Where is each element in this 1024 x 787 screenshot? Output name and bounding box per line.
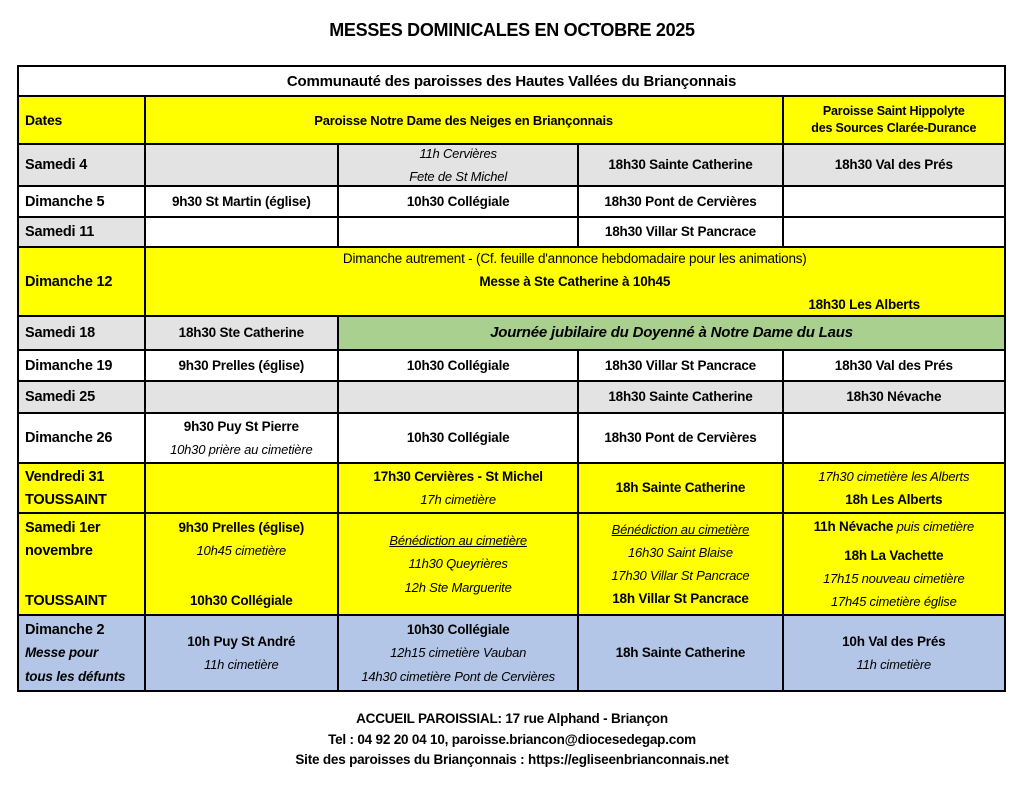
text-segment: 18h30 Val des Prés bbox=[834, 157, 953, 173]
schedule-cell bbox=[146, 616, 339, 690]
text-line bbox=[818, 465, 969, 488]
text-segment: 18h30 Villar St Pancrace bbox=[604, 357, 756, 373]
text-line bbox=[612, 518, 750, 541]
text-segment: Bénédiction au cimetière bbox=[389, 533, 527, 549]
text-segment: TOUSSAINT bbox=[25, 492, 107, 508]
text-segment: 10h45 cimetière bbox=[196, 543, 287, 559]
table-row-dimanche-5 bbox=[19, 187, 1004, 218]
date-cell bbox=[19, 187, 146, 216]
schedule-cell bbox=[784, 514, 1004, 614]
text-segment: 18h30 Les Alberts bbox=[808, 297, 920, 313]
schedule-cell bbox=[784, 351, 1004, 380]
text-line bbox=[407, 190, 510, 213]
text-segment: 14h30 cimetière Pont de Cervières bbox=[361, 668, 555, 684]
date-cell bbox=[19, 248, 146, 315]
text-line bbox=[814, 515, 974, 538]
text-segment: 10h30 Collégiale bbox=[406, 430, 510, 446]
date-cell bbox=[19, 351, 146, 380]
text-line bbox=[389, 529, 527, 552]
text-segment: 17h30 Villar St Pancrace bbox=[611, 568, 750, 583]
table-row-samedi-11 bbox=[19, 218, 1004, 248]
table-row-samedi-18 bbox=[19, 317, 1004, 351]
text-line bbox=[150, 293, 1000, 315]
text-line bbox=[823, 567, 964, 590]
text-segment: Dimanche 12 bbox=[25, 273, 113, 290]
text-line bbox=[604, 190, 756, 213]
schedule-cell bbox=[339, 414, 579, 462]
text-segment: 17h15 nouveau cimetière bbox=[823, 571, 965, 586]
text-line bbox=[628, 541, 733, 564]
text-segment: 10h Val des Prés bbox=[842, 633, 946, 649]
text-segment: 18h Les Alberts bbox=[845, 492, 943, 507]
schedule-cell bbox=[146, 317, 339, 349]
table-row-dimanche-12 bbox=[19, 248, 1004, 317]
schedule-cell bbox=[146, 414, 339, 462]
text-segment: tous les défunts bbox=[25, 668, 126, 684]
text-line bbox=[25, 589, 107, 612]
date-cell bbox=[19, 414, 146, 462]
text-segment: Samedi 1er bbox=[25, 520, 101, 536]
text-segment: 11h Névache bbox=[813, 518, 894, 534]
text-line bbox=[25, 190, 104, 213]
text-line bbox=[611, 564, 749, 587]
text-segment: Fete de St Michel bbox=[409, 169, 508, 184]
text-line bbox=[409, 552, 508, 575]
text-line bbox=[197, 539, 287, 562]
text-line bbox=[25, 516, 100, 539]
text-segment: 11h cimetière bbox=[856, 657, 932, 672]
parish-saint-hippolyte-line2: des Sources Clarée-Durance bbox=[811, 121, 977, 135]
schedule-cell bbox=[784, 382, 1004, 412]
text-line bbox=[616, 476, 746, 499]
text-segment: 18h La Vachette bbox=[844, 547, 944, 563]
text-line bbox=[343, 248, 807, 270]
schedule-cell bbox=[339, 317, 1004, 349]
text-line bbox=[835, 354, 953, 377]
text-line bbox=[25, 465, 104, 488]
schedule-rows bbox=[19, 145, 1004, 690]
text-segment: 10h30 Collégiale bbox=[406, 193, 510, 209]
text-segment: 18h Sainte Catherine bbox=[615, 645, 746, 661]
text-line bbox=[842, 630, 945, 653]
text-line bbox=[490, 321, 853, 344]
table-row-samedi-4 bbox=[19, 145, 1004, 187]
text-line bbox=[831, 590, 957, 613]
schedule-cell bbox=[784, 464, 1004, 512]
text-line bbox=[407, 426, 510, 449]
schedule-cell bbox=[339, 616, 579, 690]
date-cell bbox=[19, 382, 146, 412]
text-segment: Dimanche 19 bbox=[25, 357, 113, 374]
table-row-dimanche-26 bbox=[19, 414, 1004, 464]
date-cell bbox=[19, 145, 146, 185]
text-segment: 9h30 St Martin (église) bbox=[171, 193, 311, 209]
text-segment: 17h30 cimetière les Alberts bbox=[818, 468, 970, 484]
text-segment: 17h30 Cervières - St Michel bbox=[373, 468, 543, 484]
text-line bbox=[25, 665, 125, 688]
schedule-cell bbox=[579, 616, 783, 690]
text-segment: 18h30 Pont de Cervières bbox=[604, 193, 757, 209]
column-header-row bbox=[19, 97, 1004, 145]
text-segment: 10h30 prière au cimetière bbox=[170, 442, 313, 457]
text-line bbox=[25, 220, 94, 243]
schedule-cell bbox=[339, 382, 579, 412]
text-segment: Vendredi 31 bbox=[25, 468, 105, 485]
text-line bbox=[25, 270, 112, 293]
text-segment: 18h30 Sainte Catherine bbox=[608, 157, 753, 173]
parish-saint-hippolyte-header bbox=[784, 97, 1004, 143]
text-segment: Dimanche 5 bbox=[25, 193, 105, 210]
text-line bbox=[172, 190, 311, 213]
schedule-cell bbox=[339, 145, 579, 185]
text-segment: Samedi 11 bbox=[25, 224, 95, 241]
text-line bbox=[612, 587, 748, 610]
text-line bbox=[605, 354, 756, 377]
text-line bbox=[25, 539, 93, 562]
text-line bbox=[25, 618, 104, 641]
text-line bbox=[407, 354, 510, 377]
text-segment: 18h30 Ste Catherine bbox=[178, 325, 304, 341]
text-segment: 11h30 Queyrières bbox=[408, 556, 508, 572]
footer-contact: Tel : 04 92 20 04 10, paroisse.briancon@diocesedegap.com bbox=[328, 731, 696, 747]
text-line bbox=[419, 145, 496, 165]
text-segment: Bénédiction au cimetière bbox=[611, 521, 750, 537]
text-line bbox=[25, 641, 98, 664]
text-segment: Messe pour bbox=[25, 645, 99, 661]
text-segment: 17h cimetière bbox=[420, 492, 496, 507]
schedule-cell bbox=[339, 187, 579, 216]
text-segment: 11h Cervières bbox=[419, 145, 497, 161]
footer bbox=[0, 709, 1024, 771]
text-line bbox=[420, 488, 495, 511]
community-header: Communauté des paroisses des Hautes Vallées du Briançonnais bbox=[286, 72, 737, 90]
text-line bbox=[604, 426, 756, 449]
text-line bbox=[361, 665, 555, 688]
footer-website: Site des paroisses du Briançonnais : https://egliseenbrianconnais.net bbox=[295, 752, 729, 767]
parish-notre-dame-header: Paroisse Notre Dame des Neiges en Briançonnais bbox=[146, 97, 784, 143]
table-row-vendredi-31-toussaint bbox=[19, 464, 1004, 514]
text-segment: 16h30 Saint Blaise bbox=[628, 544, 733, 560]
text-segment: 11h cimetière bbox=[204, 657, 279, 672]
text-segment: 10h30 Collégiale bbox=[189, 592, 293, 608]
text-segment: 12h15 cimetière Vauban bbox=[390, 645, 527, 661]
text-segment: Samedi 4 bbox=[25, 157, 88, 174]
text-line bbox=[178, 354, 304, 377]
date-cell bbox=[19, 464, 146, 512]
text-segment: 10h30 Collégiale bbox=[406, 622, 510, 638]
text-line bbox=[390, 641, 526, 664]
parish-saint-hippolyte-line1: Paroisse Saint Hippolyte bbox=[822, 104, 965, 119]
schedule-cell bbox=[146, 382, 339, 412]
schedule-cell bbox=[146, 464, 339, 512]
text-segment: 10h Puy St André bbox=[187, 633, 296, 649]
text-segment: Samedi 18 bbox=[25, 325, 95, 342]
schedule-cell bbox=[784, 145, 1004, 185]
text-line bbox=[835, 153, 953, 176]
text-segment: 18h30 Pont de Cervières bbox=[604, 430, 757, 446]
text-segment: 12h Ste Marguerite bbox=[404, 579, 512, 595]
text-line bbox=[844, 544, 943, 567]
text-segment: 18h30 Sainte Catherine bbox=[608, 389, 753, 405]
text-line bbox=[605, 220, 756, 243]
community-header-row bbox=[19, 67, 1004, 97]
text-segment: 18h Villar St Pancrace bbox=[612, 591, 749, 607]
schedule-cell bbox=[146, 218, 339, 246]
table-row-dimanche-19 bbox=[19, 351, 1004, 382]
text-line bbox=[608, 153, 752, 176]
text-line bbox=[845, 488, 942, 511]
text-line bbox=[25, 488, 107, 511]
text-line bbox=[846, 385, 941, 408]
text-segment: Dimanche autrement - (Cf. feuille d'annonce hebdomadaire pour les animations) bbox=[342, 250, 807, 266]
text-line bbox=[179, 321, 304, 344]
table-row-samedi-1er-novembre-toussaint bbox=[19, 514, 1004, 616]
schedule-cell bbox=[784, 616, 1004, 690]
text-line bbox=[25, 321, 95, 344]
schedule-cell bbox=[146, 351, 339, 380]
text-segment: 18h30 Villar St Pancrace bbox=[604, 224, 756, 240]
text-line bbox=[204, 653, 278, 676]
text-line bbox=[25, 426, 112, 449]
text-segment: puis cimetière bbox=[893, 518, 974, 534]
date-cell bbox=[19, 218, 146, 246]
text-line bbox=[608, 385, 752, 408]
text-line bbox=[187, 630, 295, 653]
date-cell bbox=[19, 514, 146, 614]
text-segment: 10h30 Collégiale bbox=[406, 357, 510, 373]
text-segment: novembre bbox=[25, 543, 93, 560]
text-line bbox=[857, 653, 931, 676]
schedule-cell bbox=[784, 218, 1004, 246]
text-line bbox=[407, 618, 510, 641]
text-line bbox=[184, 415, 299, 438]
text-segment: Dimanche 2 bbox=[25, 622, 105, 639]
text-line bbox=[479, 270, 670, 293]
text-line bbox=[25, 153, 87, 176]
text-line bbox=[25, 354, 112, 377]
schedule-cell bbox=[146, 145, 339, 185]
schedule-cell bbox=[784, 414, 1004, 462]
date-cell bbox=[19, 616, 146, 690]
text-line bbox=[25, 385, 95, 408]
schedule-cell bbox=[339, 464, 579, 512]
text-segment: 9h30 Prelles (église) bbox=[178, 520, 305, 535]
schedule-cell bbox=[146, 514, 339, 614]
schedule-cell bbox=[579, 187, 783, 216]
schedule-cell bbox=[784, 187, 1004, 216]
table-row-dimanche-2-defunts bbox=[19, 616, 1004, 690]
schedule-cell bbox=[579, 414, 783, 462]
text-line bbox=[616, 641, 746, 664]
text-segment: Dimanche 26 bbox=[25, 430, 113, 447]
dates-column-header: Dates bbox=[19, 97, 146, 143]
schedule-cell bbox=[579, 382, 783, 412]
text-line bbox=[190, 589, 293, 612]
text-line bbox=[373, 465, 542, 488]
schedule-cell bbox=[146, 187, 339, 216]
text-segment: TOUSSAINT bbox=[25, 592, 107, 609]
schedule-cell bbox=[146, 248, 1004, 315]
schedule-cell bbox=[339, 351, 579, 380]
text-segment: Messe à Ste Catherine à 10h45 bbox=[479, 273, 671, 289]
schedule-cell bbox=[339, 514, 579, 614]
schedule-cell bbox=[579, 514, 783, 614]
text-line bbox=[170, 438, 312, 461]
text-segment: 18h30 Névache bbox=[846, 389, 942, 405]
schedule-cell bbox=[579, 464, 783, 512]
table-row-samedi-25 bbox=[19, 382, 1004, 414]
date-cell bbox=[19, 317, 146, 349]
schedule-cell bbox=[579, 218, 783, 246]
schedule-cell bbox=[339, 218, 579, 246]
text-segment: 9h30 Prelles (église) bbox=[178, 357, 305, 373]
text-segment: Samedi 25 bbox=[25, 389, 95, 406]
schedule-cell bbox=[579, 351, 783, 380]
text-segment: 18h Sainte Catherine bbox=[615, 480, 746, 496]
text-line bbox=[178, 516, 304, 539]
footer-address: ACCUEIL PAROISSIAL: 17 rue Alphand - Briançon bbox=[356, 711, 668, 726]
text-segment: 17h45 cimetière église bbox=[830, 594, 957, 610]
text-segment: 9h30 Puy St Pierre bbox=[183, 418, 299, 434]
text-segment: 18h30 Val des Prés bbox=[834, 357, 953, 373]
text-line bbox=[409, 165, 507, 185]
page-title: MESSES DOMINICALES EN OCTOBRE 2025 bbox=[329, 20, 695, 40]
text-segment: Journée jubilaire du Doyenné à Notre Dame du Laus bbox=[490, 324, 853, 342]
schedule-cell bbox=[579, 145, 783, 185]
mass-schedule-table bbox=[17, 65, 1006, 692]
text-line bbox=[405, 576, 512, 599]
